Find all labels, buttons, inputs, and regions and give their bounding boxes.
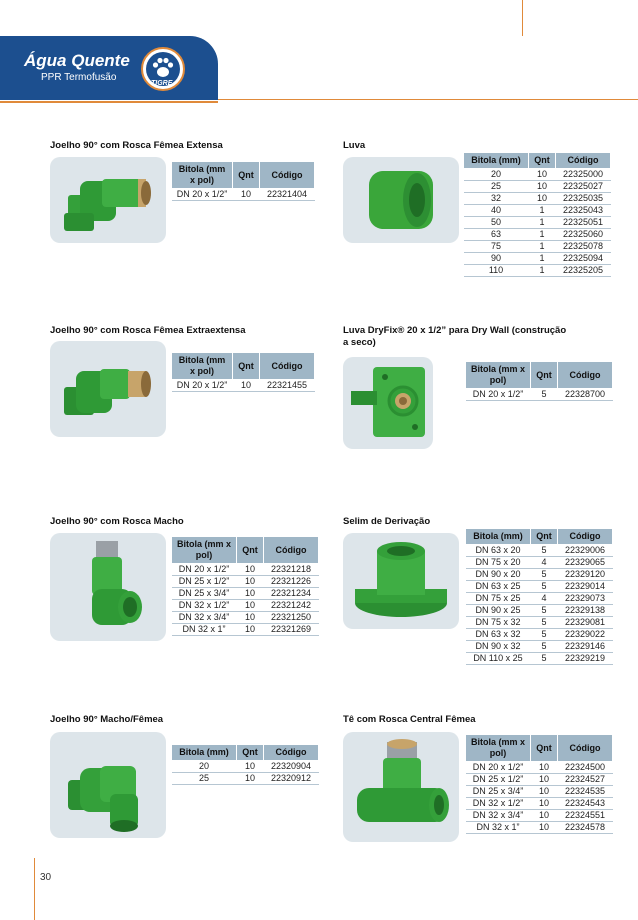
product-table: [463, 152, 611, 277]
table-cell: 22324500: [558, 762, 613, 774]
table-cell: 5: [531, 653, 558, 665]
table-cell: 4: [531, 557, 558, 569]
table-cell: DN 32 x 1/2”: [466, 798, 531, 810]
table-cell: 22324543: [558, 798, 613, 810]
table-row: [464, 241, 611, 253]
table-row: [464, 169, 611, 181]
table-cell: 10: [233, 189, 260, 201]
table-row: [464, 253, 611, 265]
spec-table: [465, 734, 613, 834]
table-cell: DN 25 x 3/4”: [466, 786, 531, 798]
table-cell: DN 90 x 32: [466, 641, 531, 653]
product-image: [343, 157, 459, 243]
table-row: [172, 624, 319, 636]
table-cell: 5: [531, 617, 558, 629]
table-cell: DN 75 x 25: [466, 593, 531, 605]
table-cell: 1: [529, 241, 556, 253]
table-cell: DN 20 x 1/2”: [172, 380, 233, 392]
table-cell: 5: [531, 605, 558, 617]
table-cell: 1: [529, 265, 556, 277]
spec-table: [171, 352, 315, 392]
column-header: Código: [264, 537, 319, 564]
table-cell: 5: [531, 545, 558, 557]
column-header: Bitola (mm x pol): [466, 735, 531, 762]
table-cell: 22325060: [556, 229, 611, 241]
column-header: Qnt: [233, 162, 260, 189]
column-header: Código: [264, 745, 319, 761]
table-row: [466, 581, 613, 593]
table-cell: 10: [237, 600, 264, 612]
column-header: Bitola (mm): [172, 745, 237, 761]
table-cell: 63: [464, 229, 529, 241]
table-cell: 10: [237, 576, 264, 588]
logo-text: TIGRE: [151, 80, 173, 87]
table-cell: 1: [529, 229, 556, 241]
table-row: [172, 380, 315, 392]
table-cell: 110: [464, 265, 529, 277]
column-header: Código: [260, 353, 315, 380]
table-cell: 22324551: [558, 810, 613, 822]
spec-table: [465, 361, 613, 401]
table-row: [466, 641, 613, 653]
table-cell: 10: [529, 181, 556, 193]
table-cell: 22325043: [556, 205, 611, 217]
table-cell: 22328700: [558, 389, 613, 401]
column-header: Bitola (mm x pol): [172, 537, 237, 564]
table-cell: DN 20 x 1/2”: [172, 564, 237, 576]
table-row: [464, 193, 611, 205]
table-cell: 75: [464, 241, 529, 253]
product-table: [465, 734, 613, 834]
table-cell: 10: [237, 588, 264, 600]
table-cell: 22321455: [260, 380, 315, 392]
table-cell: 22329065: [558, 557, 613, 569]
table-cell: 1: [529, 205, 556, 217]
table-cell: 1: [529, 217, 556, 229]
table-cell: DN 75 x 20: [466, 557, 531, 569]
table-cell: 22320912: [264, 773, 319, 785]
table-cell: DN 25 x 1/2”: [466, 774, 531, 786]
table-cell: 10: [237, 612, 264, 624]
table-cell: DN 20 x 1/2”: [466, 762, 531, 774]
product-title: Tê com Rosca Central Fêmea: [343, 714, 476, 725]
table-cell: 22329014: [558, 581, 613, 593]
table-cell: 22321269: [264, 624, 319, 636]
table-cell: DN 90 x 25: [466, 605, 531, 617]
column-header: Qnt: [529, 153, 556, 169]
column-header: Qnt: [531, 362, 558, 389]
table-row: [466, 786, 613, 798]
table-cell: 22329022: [558, 629, 613, 641]
table-cell: 22324578: [558, 822, 613, 834]
table-cell: 22324535: [558, 786, 613, 798]
table-row: [466, 617, 613, 629]
product-title: Selim de Derivação: [343, 516, 431, 527]
spec-table: [171, 161, 315, 201]
column-header: Código: [556, 153, 611, 169]
table-cell: 22325000: [556, 169, 611, 181]
table-row: [172, 761, 319, 773]
table-row: [466, 822, 613, 834]
product-image: [343, 533, 459, 629]
product-title: Luva DryFix® 20 x 1/2” para Dry Wall (construção a seco): [343, 325, 567, 348]
footer-rule: [34, 858, 35, 920]
table-cell: DN 110 x 25: [466, 653, 531, 665]
table-cell: DN 32 x 3/4”: [172, 612, 237, 624]
table-cell: 22321250: [264, 612, 319, 624]
section-title: Água Quente: [24, 51, 130, 70]
table-cell: DN 32 x 1”: [466, 822, 531, 834]
table-cell: 10: [531, 822, 558, 834]
table-row: [466, 653, 613, 665]
table-cell: 22325205: [556, 265, 611, 277]
table-cell: 22329081: [558, 617, 613, 629]
table-cell: 40: [464, 205, 529, 217]
table-cell: 22329120: [558, 569, 613, 581]
table-cell: 32: [464, 193, 529, 205]
table-row: [464, 181, 611, 193]
spec-table: [171, 744, 319, 785]
table-cell: 25: [464, 181, 529, 193]
table-cell: DN 25 x 3/4”: [172, 588, 237, 600]
column-header: Qnt: [237, 537, 264, 564]
table-cell: 10: [237, 624, 264, 636]
table-cell: 10: [531, 810, 558, 822]
table-cell: 10: [237, 773, 264, 785]
table-cell: 20: [172, 761, 237, 773]
product-title: Joelho 90° Macho/Fêmea: [50, 714, 164, 725]
table-cell: 22325027: [556, 181, 611, 193]
table-row: [172, 612, 319, 624]
table-row: [172, 600, 319, 612]
table-cell: DN 32 x 1/2”: [172, 600, 237, 612]
product-image: [50, 341, 166, 437]
product-image: [343, 732, 459, 842]
table-cell: 22329006: [558, 545, 613, 557]
spec-table: [465, 528, 613, 665]
table-cell: 22325051: [556, 217, 611, 229]
column-header: Bitola (mm): [464, 153, 529, 169]
table-cell: 5: [531, 569, 558, 581]
table-cell: 22321404: [260, 189, 315, 201]
table-row: [466, 545, 613, 557]
table-cell: DN 63 x 32: [466, 629, 531, 641]
table-row: [464, 217, 611, 229]
column-header: Código: [558, 362, 613, 389]
table-row: [172, 564, 319, 576]
table-cell: 22329219: [558, 653, 613, 665]
table-cell: 22329146: [558, 641, 613, 653]
column-header: Qnt: [531, 529, 558, 545]
table-cell: 22321234: [264, 588, 319, 600]
table-cell: 10: [237, 564, 264, 576]
table-row: [466, 629, 613, 641]
table-cell: 10: [531, 774, 558, 786]
product-image: [343, 357, 433, 449]
table-cell: 22321218: [264, 564, 319, 576]
product-title: Joelho 90° com Rosca Fêmea Extensa: [50, 140, 223, 151]
spec-table: [463, 152, 611, 277]
product-title: Joelho 90° com Rosca Fêmea Extraextensa: [50, 325, 246, 336]
table-cell: 10: [233, 380, 260, 392]
product-title: Luva: [343, 140, 366, 151]
table-cell: DN 90 x 20: [466, 569, 531, 581]
table-cell: DN 20 x 1/2”: [172, 189, 233, 201]
product-title: Joelho 90° com Rosca Macho: [50, 516, 184, 527]
table-cell: DN 63 x 25: [466, 581, 531, 593]
column-header: Bitola (mm x pol): [466, 362, 531, 389]
table-cell: 25: [172, 773, 237, 785]
table-row: [466, 593, 613, 605]
page-number: 30: [40, 872, 52, 883]
column-header: Qnt: [233, 353, 260, 380]
table-row: [466, 389, 613, 401]
section-subtitle: PPR Termofusão: [41, 72, 117, 83]
column-header: Bitola (mm x pol): [172, 353, 233, 380]
header-rule: [218, 99, 638, 100]
table-row: [464, 265, 611, 277]
product-table: [171, 744, 319, 785]
table-row: [464, 229, 611, 241]
table-cell: 22329073: [558, 593, 613, 605]
column-header: Qnt: [237, 745, 264, 761]
column-header: Bitola (mm): [466, 529, 531, 545]
spec-table: [171, 536, 319, 636]
table-cell: 5: [531, 641, 558, 653]
table-cell: 22329138: [558, 605, 613, 617]
product-table: [171, 161, 315, 201]
table-cell: 22325094: [556, 253, 611, 265]
table-row: [172, 773, 319, 785]
table-cell: 4: [531, 593, 558, 605]
column-header: Bitola (mm x pol): [172, 162, 233, 189]
column-header: Código: [558, 529, 613, 545]
table-row: [172, 576, 319, 588]
product-image: [50, 157, 166, 243]
table-cell: 10: [529, 169, 556, 181]
table-cell: 5: [531, 629, 558, 641]
table-cell: 10: [237, 761, 264, 773]
table-cell: DN 20 x 1/2”: [466, 389, 531, 401]
column-header: Qnt: [531, 735, 558, 762]
product-table: [465, 361, 613, 401]
table-cell: 22320904: [264, 761, 319, 773]
table-cell: 22325078: [556, 241, 611, 253]
table-cell: 20: [464, 169, 529, 181]
table-cell: DN 75 x 32: [466, 617, 531, 629]
table-row: [466, 605, 613, 617]
product-table: [465, 528, 613, 665]
table-cell: DN 32 x 3/4”: [466, 810, 531, 822]
column-header: Código: [558, 735, 613, 762]
column-header: Código: [260, 162, 315, 189]
table-cell: DN 25 x 1/2”: [172, 576, 237, 588]
product-table: [171, 536, 319, 636]
table-row: [466, 557, 613, 569]
table-cell: 10: [531, 762, 558, 774]
product-table: [171, 352, 315, 392]
table-cell: DN 32 x 1”: [172, 624, 237, 636]
table-cell: 90: [464, 253, 529, 265]
table-row: [464, 205, 611, 217]
table-cell: 22321242: [264, 600, 319, 612]
table-cell: DN 63 x 20: [466, 545, 531, 557]
table-cell: 22324527: [558, 774, 613, 786]
table-row: [466, 569, 613, 581]
table-cell: 22321226: [264, 576, 319, 588]
table-row: [466, 810, 613, 822]
table-cell: 10: [531, 798, 558, 810]
table-row: [172, 189, 315, 201]
table-cell: 5: [531, 389, 558, 401]
product-image: [50, 533, 166, 641]
table-cell: 22325035: [556, 193, 611, 205]
header-vertical-rule: [522, 0, 523, 36]
table-cell: 1: [529, 253, 556, 265]
table-cell: 10: [529, 193, 556, 205]
table-cell: 5: [531, 581, 558, 593]
table-row: [466, 798, 613, 810]
product-image: [50, 732, 166, 838]
brand-underline: [0, 101, 218, 103]
table-row: [466, 774, 613, 786]
table-row: [172, 588, 319, 600]
table-cell: 10: [531, 786, 558, 798]
table-row: [466, 762, 613, 774]
table-cell: 50: [464, 217, 529, 229]
